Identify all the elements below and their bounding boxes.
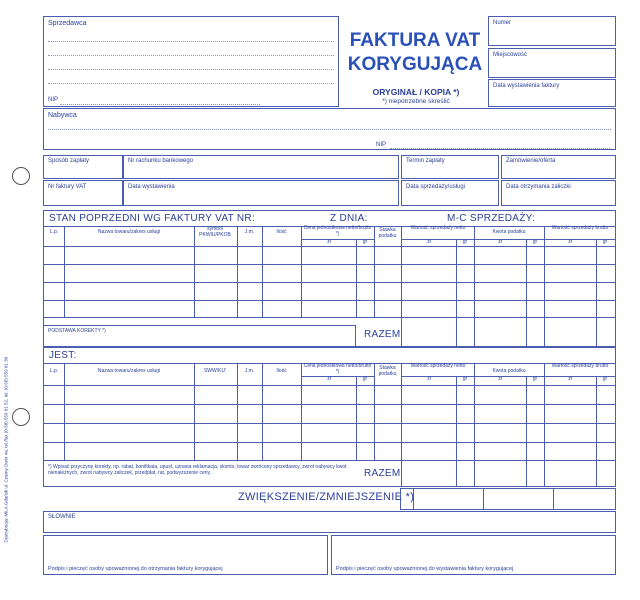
col-qty: Ilość bbox=[276, 368, 287, 374]
payment-method-field[interactable] bbox=[43, 155, 123, 179]
vat-invoice-no-label: Nr faktury VAT bbox=[48, 184, 87, 190]
col-lp: L.p. bbox=[49, 368, 59, 374]
seller-box[interactable] bbox=[43, 16, 339, 107]
increase-decrease-label: ZWIĘKSZENIE/ZMNIEJSZENIE *) bbox=[238, 491, 415, 503]
sale-date-field[interactable] bbox=[401, 180, 499, 206]
col-net-value: Wartość sprzedaży netto bbox=[410, 363, 466, 369]
gr-label: gr bbox=[602, 376, 608, 382]
buyer-label: Nabywca bbox=[48, 112, 77, 119]
invoice-issue-date-label: Data wystawienia bbox=[128, 184, 175, 190]
issue-date-label: Data wystawienia faktury bbox=[493, 83, 560, 89]
previous-total-label: RAZEM bbox=[364, 329, 401, 340]
issuer-signature-label: Podpis i pieczęć osoby upoważnionej do wystawienia faktury korygującej bbox=[336, 566, 514, 572]
col-vat-rate: Stawka podatku bbox=[378, 227, 397, 239]
gr-label: gr bbox=[462, 239, 468, 245]
previous-date-label: Z DNIA: bbox=[330, 213, 368, 224]
zl-label: zł bbox=[568, 376, 572, 382]
amount-in-words-field[interactable] bbox=[43, 511, 616, 533]
payment-due-field[interactable] bbox=[401, 155, 499, 179]
zl-label: zł bbox=[427, 376, 431, 382]
col-symbol: symbol PKWIU/PKOB bbox=[199, 226, 231, 238]
receiver-signature-box[interactable] bbox=[43, 535, 328, 575]
current-state-table bbox=[43, 347, 616, 487]
place-label: Miejscowość bbox=[493, 52, 528, 58]
invoice-issue-date-field[interactable] bbox=[123, 180, 399, 206]
gr-label: gr bbox=[532, 239, 538, 245]
payment-due-label: Termin zapłaty bbox=[406, 158, 445, 164]
col-unit-price: Cena jednostkowa netto/brutto *) bbox=[303, 225, 372, 237]
zl-label: zł bbox=[568, 239, 572, 245]
col-unit-price: Cena jednostkowa netto/brutto *) bbox=[303, 363, 372, 375]
seller-nip-label: NIP bbox=[48, 97, 59, 103]
payment-method-label: Sposób zapłaty bbox=[48, 158, 90, 164]
gr-label: gr bbox=[362, 376, 368, 382]
advance-date-field[interactable] bbox=[501, 180, 616, 206]
buyer-nip-label: NIP bbox=[376, 142, 387, 148]
issuer-signature-box[interactable] bbox=[331, 535, 616, 575]
previous-state-title: STAN POPRZEDNI WG FAKTURY VAT NR: bbox=[49, 213, 256, 224]
sale-date-label: Data sprzedaży/usługi bbox=[406, 184, 466, 190]
original-copy-label: ORYGINAŁ / KOPIA *) bbox=[372, 87, 460, 97]
bank-account-field[interactable] bbox=[123, 155, 399, 179]
words-label: SŁOWNIE bbox=[48, 514, 76, 520]
col-net-value: Wartość sprzedaży netto bbox=[410, 225, 466, 231]
buyer-box[interactable] bbox=[43, 108, 616, 150]
current-state-title: JEST: bbox=[49, 350, 77, 361]
col-name: Nazwa towaru/zakres usługi bbox=[97, 368, 161, 374]
zl-label: zł bbox=[498, 376, 502, 382]
invoice-number-field[interactable] bbox=[488, 16, 616, 46]
gr-label: gr bbox=[602, 239, 608, 245]
side-print: Dystrybucja: MiLA Gdańsk ul. Czarny Dwór 4a, tel./fax (0-58) 559 01 52, tel. (0-58) 559 01 30 bbox=[3, 356, 9, 543]
gr-label: gr bbox=[362, 239, 368, 245]
punch-hole-bottom bbox=[12, 408, 30, 426]
col-tax-amount: Kwota podatku bbox=[492, 229, 526, 235]
col-gross-value: Wartość sprzedaży brutto bbox=[551, 225, 609, 231]
col-unit: J.m. bbox=[244, 229, 255, 235]
advance-date-label: Data otrzymania zaliczki bbox=[506, 184, 571, 190]
increase-decrease-field[interactable] bbox=[400, 488, 616, 510]
col-symbol: SWW/KU' bbox=[203, 368, 227, 374]
previous-state-table bbox=[43, 210, 616, 347]
previous-month-label: M-C SPRZEDAŻY: bbox=[447, 213, 536, 224]
correction-basis-field[interactable] bbox=[44, 325, 356, 346]
order-label: Zamówienie/oferta bbox=[506, 158, 556, 164]
issue-date-field[interactable] bbox=[488, 79, 616, 107]
col-gross-value: Wartość sprzedaży brutto bbox=[551, 363, 609, 369]
seller-label: Sprzedawca bbox=[48, 20, 87, 27]
correction-basis-label: PODSTAWA KOREKTY *) bbox=[48, 328, 106, 334]
zl-label: zł bbox=[327, 376, 331, 382]
doc-title-line2: KORYGUJĄCA bbox=[347, 54, 483, 75]
col-name: Nazwa towaru/zakres usługi bbox=[97, 229, 161, 235]
gr-label: gr bbox=[462, 376, 468, 382]
punch-hole-top bbox=[12, 167, 30, 185]
gr-label: gr bbox=[532, 376, 538, 382]
zl-label: zł bbox=[498, 239, 502, 245]
vat-invoice-no-field[interactable] bbox=[43, 180, 123, 206]
correction-reason-note: *) Wpisać przyczynę korekty, np. rabat, bonifikata, upust, uznana reklamacja, skonto, towar zwrócony sprzedawcy, zwrot nabywcy kwot nienależnych, zwrot nabywcy zaliczek, przedpłat, rat, podwyższenie ceny. bbox=[48, 464, 347, 476]
col-qty: Ilość bbox=[276, 229, 287, 235]
strike-note: *) niepotrzebne skreślić bbox=[382, 98, 450, 105]
col-unit: J.m. bbox=[244, 368, 255, 374]
zl-label: zł bbox=[427, 239, 431, 245]
order-field[interactable] bbox=[501, 155, 616, 179]
doc-title-line1: FAKTURA VAT bbox=[349, 30, 481, 51]
receiver-signature-label: Podpis i pieczęć osoby upoważnionej do otrzymania faktury korygującej bbox=[48, 566, 223, 572]
bank-account-label: Nr rachunku bankowego bbox=[128, 158, 194, 164]
number-label: Numer bbox=[493, 20, 512, 26]
place-field[interactable] bbox=[488, 48, 616, 78]
col-vat-rate: Stawka podatku bbox=[378, 365, 397, 377]
col-tax-amount: Kwota podatku bbox=[492, 368, 526, 374]
zl-label: zł bbox=[327, 239, 331, 245]
col-lp: L.p. bbox=[49, 229, 59, 235]
current-total-label: RAZEM bbox=[364, 468, 401, 479]
